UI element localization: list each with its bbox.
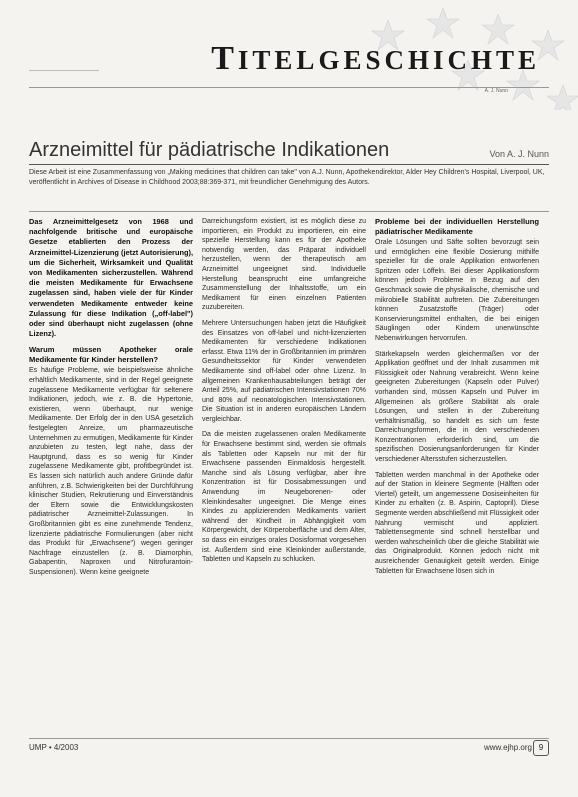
footer-rule <box>29 738 549 739</box>
body-paragraph: Darreichungsform existiert, ist es möglich diese zu importieren, ein Produkt zu importieren, ein eine spezielle Herstellung kann es für der Apotheke notwendig werden, das Präparat individuell herzustellen, wenn der therapeutisch am Arzneimittel ungeeignet sind. Individuelle Herstellung beansprucht eine umfangreiche Zusammenstellung der Inhaltsstoffe, um ein Medikament für einen einzelnen Patienten zuzubereiten. <box>202 218 366 312</box>
article-intro: Diese Arbeit ist eine Zusammenfassung von „Making medicines that children can take" von A.J. Nunn, Apothekendirektor, Alder Hey Children's Hospital, Liverpool, UK, veröffentlicht in Archives of Disease in Childhood 2003;88:369-371, mit freundlicher Genehmigung des Autors. <box>29 169 545 186</box>
title-rule <box>29 164 549 165</box>
article-author: Von A. J. Nunn <box>489 149 549 159</box>
header-rule <box>29 87 549 88</box>
section-subtitle: A. J. Nunn <box>484 88 508 94</box>
star-icon <box>427 8 459 38</box>
body-paragraph: Es häufige Probleme, wie beispielsweise ähnliche erhältlich Medikamente, sind in der Regel geeignete zugelassene Medikamente verfügbar für seltenere Indikationen, jedoch, wie z. B. die Hypertonie, existieren, wenn überhaupt, nur wenige Medikamente. Der Erfolg der in den USA gesetzlich festgelegten Anreize, um pharmazeutische Unternehmen zu ermutigen, Medikamente für Kinder anzubieten zu testen, legt nahe, dass der Hauptgrund, dass es so wenig für Kinder zugelassene Medikamente gibt, profitbegründet ist. Es lassen sich natürlich auch andere Gründe dafür anführen, z.B. Schwierigkeiten bei der Durchführung klinischer Studien, Rekrutierung und Einverständnis der Eltern sowie die Entwicklungskosten pädiatrischer Arzneimittel-Zulassungen. In Großbritannien gibt es eine zunehmende Tendenz, lizenzierte pädiatrische Formulierungen (aber nicht das Produkt für „Erwachsene") wegen geringer Nachfrage einzustellen (z. B. Diamorphin, Gabapentin, Naproxen und Nitrofurantoin-Suspensionen). Wenn keine geeignete <box>29 367 193 576</box>
column-3 <box>375 217 539 582</box>
body-paragraph: Orale Lösungen und Säfte sollten bevorzugt sein und ermöglichen eine flexible Dosierung mithilfe spezieller für die orale Applikation entworfenen Spritzen oder Löffeln. Bei dieser Applikationsform können jedoch Probleme in Bezug auf den Geschmack sowie die physikalische, chemische und mikrobielle Stabilität auftreten. Die Zubereitungen können Zusatzstoffe (Träger) oder Konservierungsmittel enthalten, die bei einigen Säuglingen oder Kindern unerwünschte Nebenwirkungen hervorrufen. <box>375 239 539 342</box>
top-left-rule <box>29 70 99 71</box>
footer-issue: UMP • 4/2003 <box>29 743 79 752</box>
section-title: TITELGESCHICHTE <box>211 40 540 77</box>
column-1 <box>29 217 193 584</box>
body-paragraph: Mehrere Untersuchungen haben jetzt die Häufigkeit des Einsatzes von off-label und nicht-lizenzierten Medikamenten für verschiedene Indikationen erfasst. Etwa 11% der in Großbritannien im primären Gesundheitssektor für Kinder verwendeten Medikamente sind off-label oder ohne Lizenz. In allgemeinen Krankenhausabteilungen beträgt der Anteil 25%, auf pädiatrischen Intensivstationen 70% und 80% auf neonatologischen Intensivstationen. Die Situation ist in anderen europäischen Ländern vergleichbar. <box>202 319 366 423</box>
column-2 <box>202 217 366 571</box>
body-paragraph: Stärkekapseln werden gleichermaßen vor der Applikation geöffnet und der Inhalt zusammen mit Flüssigkeit oder Nahrung verabreicht. Wenn keine geeigneten Zubereitungen (Kapseln oder Pulver) vorhanden sind, müssen Kapseln und Pulver im Allgemeinen als größere Stabilität als orale Lösungen, und stellen in der Zubereitung verhältnismäßig, so handelt es sich um feste Darreichungsformen, die in den verschiedenen Konzentrationen erforderlich sind, um die spezifischen Dosierungsanforderungen für Kinder verschiedener Altersstufen sicherzustellen. <box>375 350 539 464</box>
intro-rule <box>29 211 549 212</box>
subheading-problems: Probleme bei der individuellen Herstellung pädiatrischer Medikamente <box>375 217 539 236</box>
footer-website[interactable]: www.ejhp.org <box>483 743 532 752</box>
subheading-why: Warum müssen Apotheker orale Medikamente für Kinder herstellen? <box>29 345 193 365</box>
lead-paragraph: Das Arzneimittelgesetz von 1968 und nachfolgende britische und europäische Gesetze etablierten den Prozess der Arzneimittel-Lizenzierung (jetzt Autorisierung), um die Sicherheit, Wirksamkeit und Qualität von Medikamenten sicherzustellen. Während die meisten Medikamente für Erwachsene zugelassen sind, haben viele der für Kinder verwendeten Medikamente entweder keine Zulassung für diese Indikation („off-label") oder sind überhaupt nicht zugelassen (ohne Lizenz). <box>29 217 193 339</box>
body-paragraph: Da die meisten zugelassenen oralen Medikamente für Erwachsene bestimmt sind, werden sie oftmals als Tabletten oder Kapseln nur mit der für Erwachsene passenden Einmaldosis hergestellt. Manche sind als Lösung verfügbar, aber ihre Konzentration ist für Dosisabmessungen und Anwendung im Neugeborenen- oder Kleinkindesalter ungeeignet. Die Menge eines Kindes zu applizierenden Medikaments variiert während der Kindheit in Abhängigkeit vom Körpergewicht, der Körperoberfläche und dem Alter, so dass ein einziges orales Dosisformat vorgesehen ist. Außerdem sind eine Kleinkinder außerstande, Tabletten und Kapseln zu schlucken. <box>202 431 366 564</box>
body-paragraph: Tabletten werden manchmal in der Apotheke oder auf der Station in kleinere Segmente (Hälften oder Viertel) geteilt, um angemessene Dosiseinheiten für Kinder zu erhalten (z. B. Aspirin, Captopril). Diese Segmente werden abschließend mit Flüssigkeit oder Nahrung vermischt und appliziert. Tablettensegmente sind schnell herstellbar und werden wahrscheinlich über die gleiche Stabilität wie das Originalprodukt. Können jedoch nicht mit ausreichender Genauigkeit geteilt werden. Einige Tabletten für Erwachsene lösen sich in <box>375 471 539 575</box>
page-number: 9 <box>533 740 549 756</box>
star-icon <box>547 85 578 110</box>
article-title: Arzneimittel für pädiatrische Indikationen <box>29 139 390 162</box>
